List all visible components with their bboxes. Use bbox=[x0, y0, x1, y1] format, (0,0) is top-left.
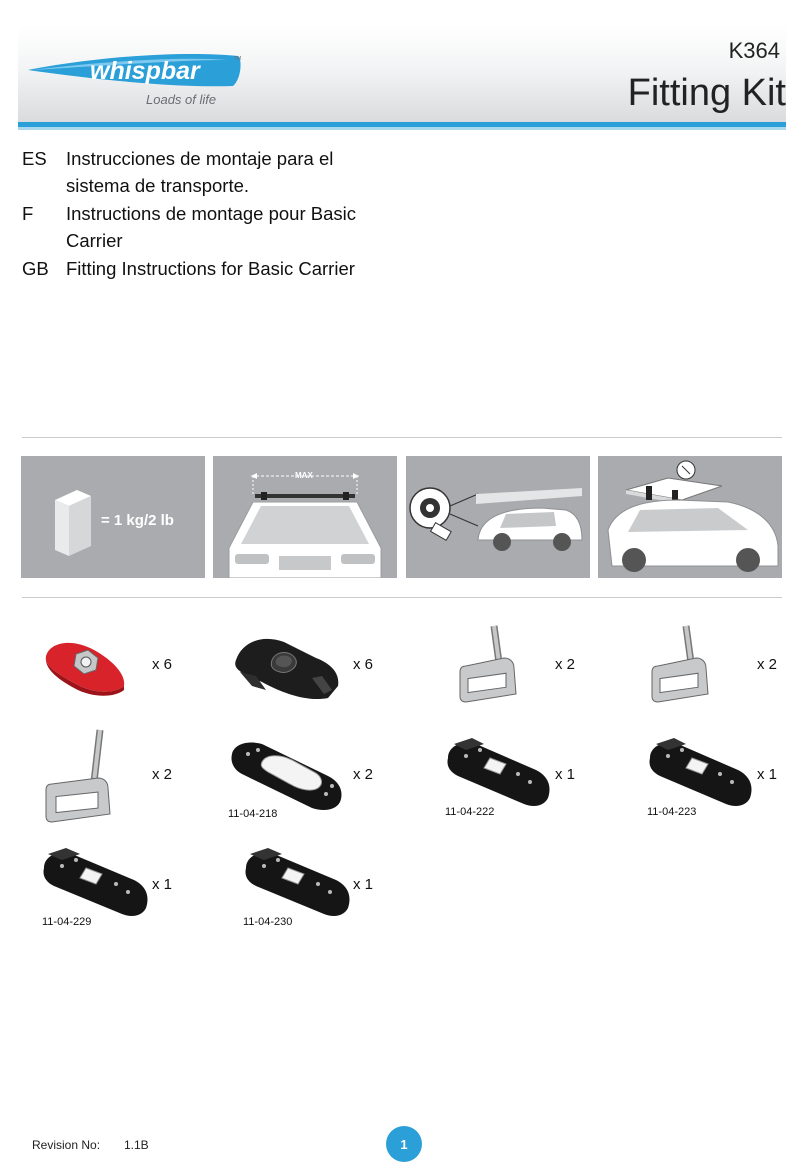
page-title: Fitting Kit bbox=[627, 72, 786, 114]
language-code: GB bbox=[22, 258, 49, 279]
part-qty: x 6 bbox=[353, 656, 374, 673]
part-qty: x 6 bbox=[152, 656, 173, 673]
part-code: 11-04-222 bbox=[445, 806, 495, 818]
part-code: 11-04-218 bbox=[228, 808, 278, 820]
foot-pad-icon bbox=[646, 736, 756, 812]
panel-max-width bbox=[213, 456, 397, 578]
language-text: Instructions de montage pour Basic Carrier bbox=[66, 203, 356, 251]
part-code: 11-04-223 bbox=[647, 806, 697, 818]
language-text: Fitting Instructions for Basic Carrier bbox=[66, 258, 355, 279]
part-qty: x 2 bbox=[152, 766, 173, 783]
part-qty: x 2 bbox=[757, 656, 778, 673]
header-stripe-light bbox=[18, 127, 786, 130]
car-loaded-icon bbox=[598, 456, 782, 578]
panel-strap bbox=[406, 456, 590, 578]
panel-weight bbox=[21, 456, 205, 578]
max-label: MAX bbox=[295, 471, 313, 480]
part-code: 11-04-230 bbox=[243, 916, 293, 928]
red-cover-cap-icon bbox=[42, 630, 132, 700]
part-qty: x 2 bbox=[555, 656, 576, 673]
part-qty: x 1 bbox=[152, 876, 173, 893]
panel-car-load bbox=[598, 456, 782, 578]
weight-label: = 1 kg/2 lb bbox=[101, 512, 174, 529]
revision-label: Revision No: bbox=[32, 1138, 101, 1152]
foot-pad-icon bbox=[228, 738, 348, 816]
brand-wordmark: whispbar bbox=[90, 57, 200, 85]
whispbar-logo bbox=[28, 48, 248, 118]
language-row-es bbox=[22, 145, 402, 199]
foot-pad-icon bbox=[444, 736, 554, 812]
language-row-f bbox=[22, 200, 402, 254]
key-large-icon bbox=[42, 726, 120, 826]
brand-tagline: Loads of life bbox=[146, 92, 217, 107]
part-qty: x 1 bbox=[555, 766, 576, 783]
key-small-icon bbox=[650, 622, 720, 704]
part-qty: x 1 bbox=[353, 876, 374, 893]
foot-pad-icon bbox=[40, 844, 152, 924]
foot-pad-icon bbox=[242, 844, 354, 924]
kit-code: K364 bbox=[728, 38, 780, 63]
language-code: F bbox=[22, 203, 34, 224]
section-divider bbox=[22, 597, 782, 598]
part-qty: x 2 bbox=[353, 766, 374, 783]
key-small-icon bbox=[458, 622, 528, 704]
black-foot-cover-icon bbox=[232, 630, 344, 706]
language-text: Instrucciones de montaje para el sistema de transporte. bbox=[66, 148, 334, 196]
part-code: 11-04-229 bbox=[42, 916, 92, 928]
section-divider bbox=[22, 437, 782, 438]
trademark-mark: TM bbox=[234, 56, 242, 62]
part-qty: x 1 bbox=[757, 766, 778, 783]
revision-value: 1.1B bbox=[124, 1138, 149, 1152]
page-number-badge: 1 bbox=[386, 1126, 422, 1162]
car-strap-icon bbox=[406, 456, 590, 578]
language-row-gb bbox=[22, 255, 402, 282]
language-code: ES bbox=[22, 148, 47, 169]
